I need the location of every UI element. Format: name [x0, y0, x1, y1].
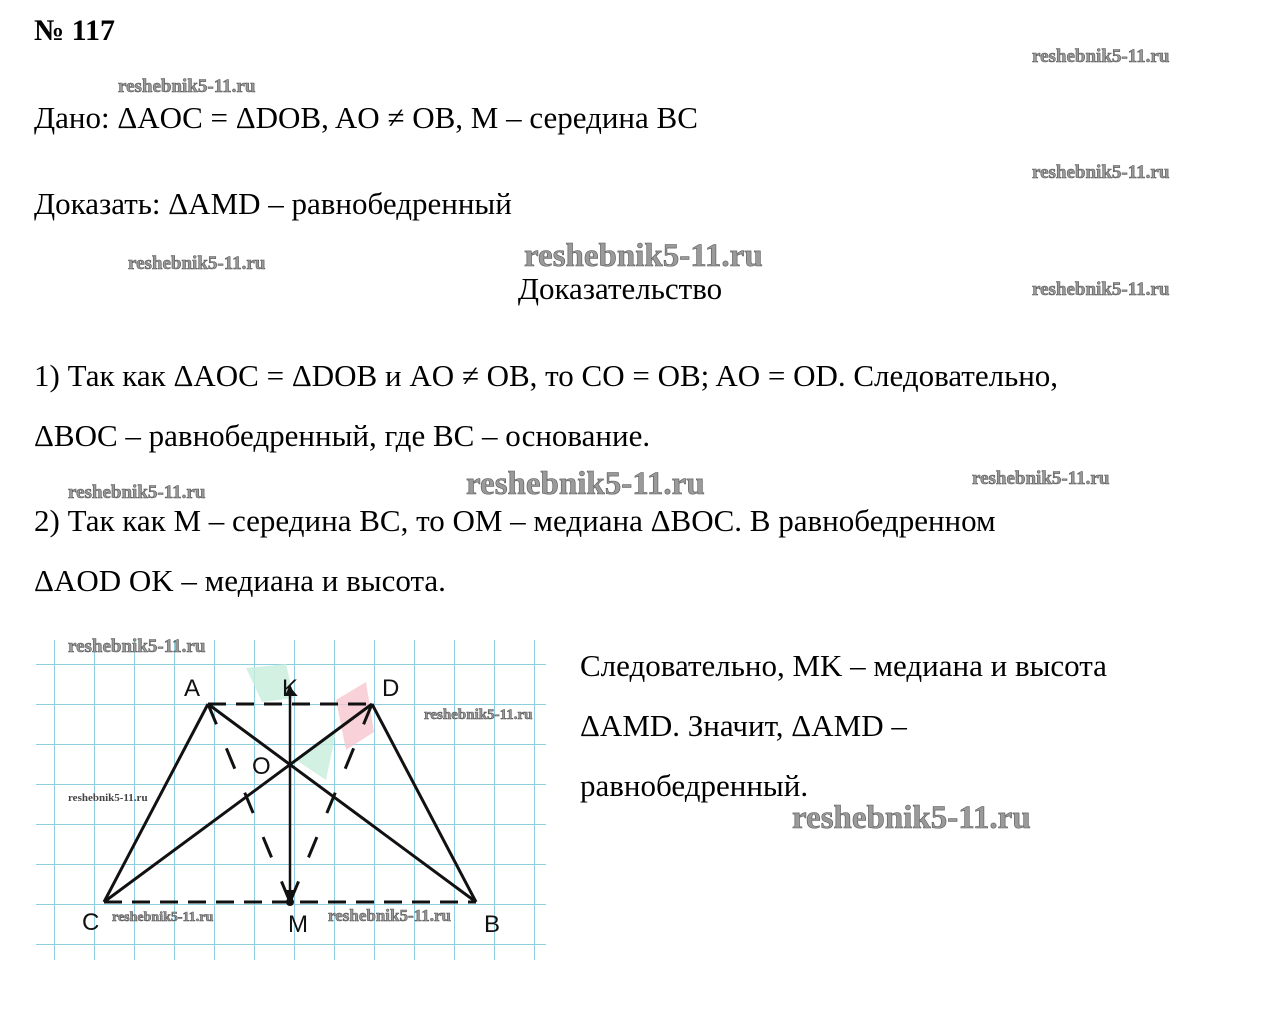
- label-M: M: [288, 911, 308, 938]
- conclusion-line2: ΔAMD. Значит, ΔAMD –: [580, 708, 907, 743]
- watermark: reshebnik5-11.ru: [1032, 46, 1170, 67]
- watermark: reshebnik5-11.ru: [68, 482, 206, 503]
- prove-text: Доказать: ΔAMD – равнобедренный: [34, 186, 512, 221]
- watermark: reshebnik5-11.ru: [1032, 162, 1170, 183]
- problem-number: № 117: [34, 14, 115, 47]
- watermark: reshebnik5-11.ru: [328, 906, 451, 925]
- label-D: D: [382, 675, 400, 702]
- watermark: reshebnik5-11.ru: [1032, 279, 1170, 300]
- watermark: reshebnik5-11.ru: [68, 636, 206, 657]
- watermark: reshebnik5-11.ru: [466, 466, 705, 502]
- label-C: C: [82, 909, 100, 936]
- proof-heading: Доказательство: [517, 271, 723, 306]
- watermark: reshebnik5-11.ru: [792, 800, 1031, 836]
- watermark: reshebnik5-11.ru: [112, 910, 214, 925]
- label-K: K: [282, 675, 299, 702]
- point-M-dot: [286, 898, 294, 906]
- watermark: reshebnik5-11.ru: [68, 792, 148, 804]
- conclusion-line1: Следовательно, MK – медиана и высота: [580, 648, 1107, 683]
- step1-line2: ΔBOC – равнобедренный, где BC – основание.: [34, 418, 651, 453]
- watermark: reshebnik5-11.ru: [118, 76, 256, 97]
- watermark: reshebnik5-11.ru: [524, 238, 763, 274]
- given-text: Дано: ΔAOC = ΔDOB, AO ≠ OB, M – середина BC: [34, 100, 698, 135]
- step2-line1: 2) Так как M – середина BC, то OM – медиана ΔBOC. В равнобедренном: [34, 503, 996, 538]
- label-A: A: [184, 675, 201, 702]
- conclusion-line3: равнобедренный.: [580, 768, 809, 803]
- step1-line1: 1) Так как ΔAOC = ΔDOB и AO ≠ OB, то CO = OB; AO = OD. Следовательно,: [34, 358, 1059, 393]
- watermark: reshebnik5-11.ru: [128, 253, 266, 274]
- label-B: B: [484, 911, 501, 938]
- watermark: reshebnik5-11.ru: [972, 468, 1110, 489]
- step2-line2: ΔAOD OK – медиана и высота.: [34, 563, 446, 598]
- label-O: O: [252, 753, 271, 780]
- watermark: reshebnik5-11.ru: [424, 707, 533, 723]
